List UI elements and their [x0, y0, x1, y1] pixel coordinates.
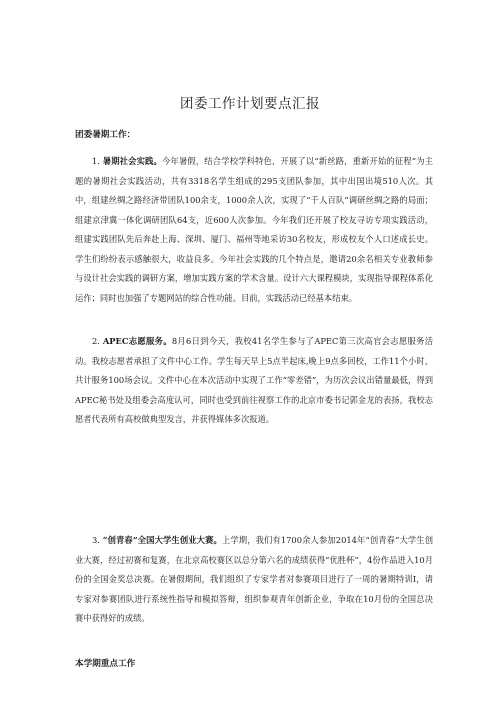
paragraph-number: 2. [92, 336, 100, 346]
paragraph-lead-bold: APEC志愿服务。 [102, 336, 172, 346]
paragraph-number: 1. [92, 156, 100, 166]
document-title: 团委工作计划要点汇报 [180, 96, 320, 112]
paragraph-body: 今年暑假，结合学校学科特色，开展了以“新丝路，重新开始的征程”为主题的暑期社会实践活动，共有3318名学生组成的295支团队参加，其中出国出境510人次。其中，组建丝绸之路经济带团队100余支，1000余人次，实现了“千人百队”调研丝绸之路的局面；组建京津冀一体化调研团队64支，近600人次参加。今年我们还开展了校友寻访专项实践活动，组建实践团队先后奔赴上海、深圳、厦门、福州等地采访30名校友，形成校友个人口述成长史。学生们纷纷表示感触很大，收益良多。今年社会实践的几个特点是，邀请20余名相关专业教师参与设计社会实践的调研方案，增加实践方案的学术含量。设计六大课程模块，实现指导课程体系化运作；同时也加强了专题网站的综合性功能。目前，实践活动已经基本结束。 [75, 156, 433, 303]
paragraph-body: 上学期，我们有1700余人参加2014年“创青春”大学生创业大赛，经过初赛和复赛，在北京高校赛区以总分第六名的成绩获得“优胜杯”，4份作品进入10月份的全国金奖总决赛。在暑假期间，我们组织了专家学者对参赛项目进行了一周的暑期特训I，请专家对参赛团队进行系统性指导和模拟答辩，组织参观青年创新企业，争取在10月份的全国总决赛中获得好的成绩。 [75, 535, 433, 623]
paragraph-apec-volunteer [75, 332, 433, 430]
section-heading-summer: 团委暑期工作： [75, 130, 136, 140]
paragraph-lead-bold: “创青春”全国大学生创业大赛。 [102, 535, 222, 545]
paragraph-body: 8月6日到今天，我校41名学生参与了APEC第三次高官会志愿服务活动。我校志愿者承担了文件中心工作。学生每天早上5点半起床,晚上9点多回校，工作11个小时，共计服务100场会议。文件中心在本次活动中实现了工作“零差错”，为历次会议出错量最低，得到APEC秘书处及组委会高度认可，同时也受到前往视察工作的北京市委书记郭金龙的表扬，我校志愿者代表所有高校做典型发言，并获得媒体多次报道。 [75, 336, 433, 424]
paragraph-lead-bold: 暑期社会实践。 [102, 156, 162, 166]
paragraph-startup-contest [75, 531, 433, 629]
paragraph-social-practice [75, 152, 433, 308]
section-heading-semester: 本学期重点工作 [75, 659, 136, 669]
paragraph-number: 3. [92, 535, 100, 545]
